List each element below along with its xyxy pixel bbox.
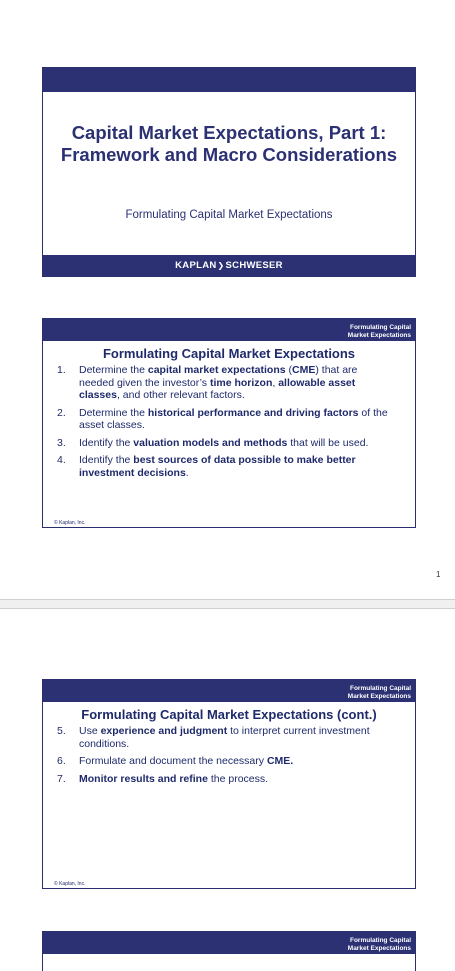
kaplan-schweser-logo [43, 255, 415, 276]
item-number: 6. [57, 755, 66, 767]
item-text-part: ( [285, 364, 293, 376]
item-number: 4. [57, 454, 66, 466]
item-text-bold: capital market expectations [147, 364, 286, 376]
header-line-1: Formulating Capital [349, 685, 411, 692]
page-break-divider [0, 599, 455, 609]
item-text-part: . [185, 466, 189, 479]
item-text-bold: experience and judgment [100, 725, 228, 737]
item-text-part: of the asset classes. [79, 406, 388, 431]
item-text-part: , and other relevant factors. [116, 389, 245, 401]
item-text [79, 437, 368, 450]
header-line-2: Market Expectations [347, 331, 411, 339]
item-text-part: to interpret current investment conditions. [79, 725, 370, 750]
slide-title: Formulating Capital Market Expectations [102, 346, 356, 361]
slide-subtitle: Formulating Capital Market Expectations [125, 209, 333, 221]
item-text-part: Identify the [79, 454, 134, 466]
slide-title: Formulating Capital Market Expectations (cont.) [81, 707, 377, 722]
item-text [79, 364, 395, 402]
item-text [79, 755, 293, 768]
header-line-2: Market Expectations [347, 944, 411, 952]
slide-title: Capital Market Expectations, Part 1: Framework and Macro Considerations [60, 122, 398, 165]
item-text-bold: historical performance and driving factors [147, 406, 359, 419]
steps-list [43, 725, 415, 785]
item-number: 2. [57, 406, 66, 419]
item-number: 3. [57, 436, 66, 449]
list-item [43, 454, 415, 479]
copyright: © Kaplan, Inc. [54, 881, 86, 887]
item-text-bold: time horizon [209, 376, 273, 389]
header-line-2: Market Expectations [347, 692, 411, 700]
item-text-bold: valuation models and methods [133, 436, 288, 449]
item-number: 5. [57, 725, 66, 737]
item-text-part: that will be used. [287, 436, 369, 449]
slide-header-bar [43, 680, 415, 702]
item-number: 1. [57, 364, 66, 376]
title-slide [42, 67, 416, 277]
list-item [43, 755, 415, 768]
header-line-1: Formulating Capital [349, 324, 411, 331]
content-slide-2 [42, 679, 416, 889]
item-text-part: the process. [207, 772, 269, 785]
page-number: 1 [436, 570, 441, 579]
item-text [79, 407, 395, 432]
item-text [79, 725, 395, 750]
item-text-part: ) that are needed given the investor’s [79, 364, 358, 389]
item-text [79, 454, 395, 479]
content-slide-1 [42, 318, 416, 528]
slide-top-bar [43, 68, 415, 92]
item-text-part: Determine the [79, 364, 148, 376]
item-text-bold: allowable asset classes [79, 376, 356, 401]
item-text-bold: best sources of data possible to make better investment decisions [79, 454, 356, 479]
list-item [43, 437, 415, 450]
logo-swoosh-icon: ❯ [217, 261, 225, 270]
logo-schweser: SCHWESER [225, 260, 283, 271]
content-slide-3 [42, 931, 416, 971]
item-text-bold: CME [292, 364, 316, 376]
item-text-part: Identify the [79, 436, 134, 449]
header-line-1: Formulating Capital [349, 937, 411, 944]
item-text-part: Determine the [79, 406, 148, 419]
steps-list [43, 364, 415, 479]
item-text-bold: CME. [266, 755, 294, 767]
slide-header-bar [43, 319, 415, 341]
list-item [43, 773, 415, 786]
item-text-part: , [272, 376, 279, 389]
list-item [43, 364, 415, 402]
logo-kaplan: KAPLAN [175, 260, 217, 271]
item-text-bold: Monitor results and refine [79, 772, 208, 785]
list-item [43, 725, 415, 750]
list-item [43, 407, 415, 432]
item-text-part: Formulate and document the necessary [79, 755, 267, 767]
item-text [79, 773, 268, 786]
item-number: 7. [57, 772, 66, 785]
item-text-part: Use [79, 725, 101, 737]
copyright: © Kaplan, Inc. [54, 520, 86, 526]
